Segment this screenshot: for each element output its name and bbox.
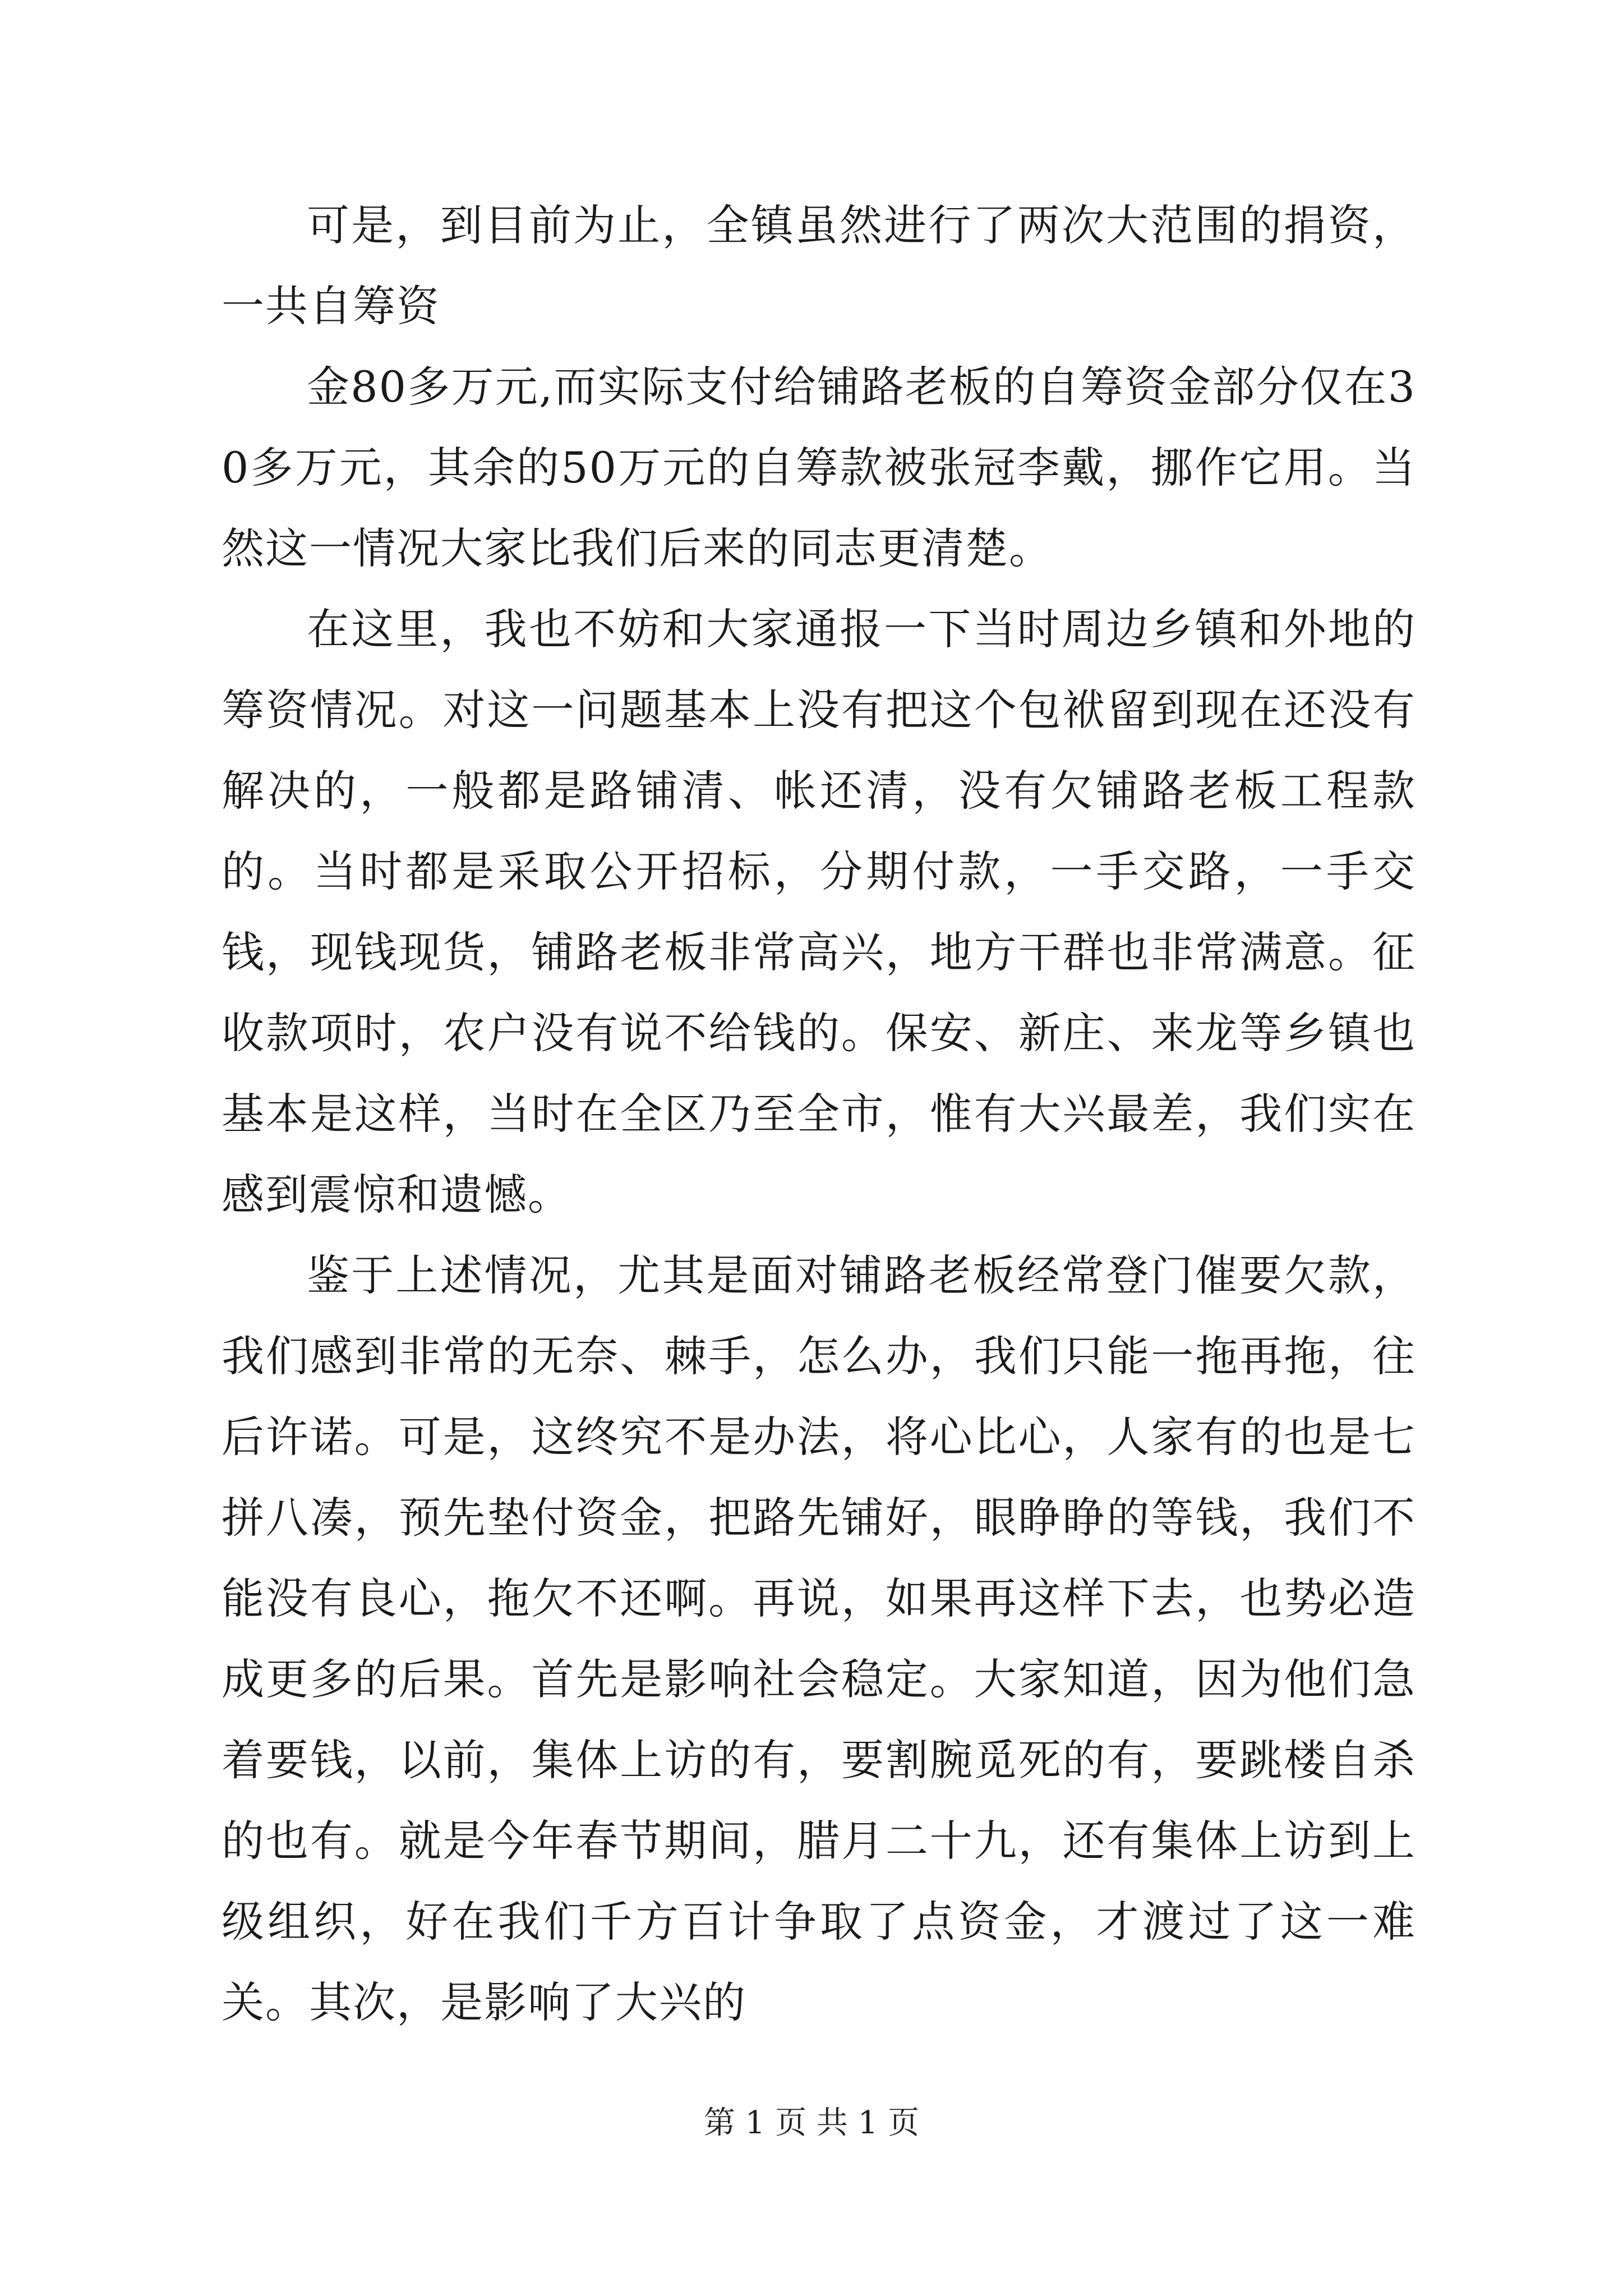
paragraph-4: 鉴于上述情况，尤其是面对铺路老板经常登门催要欠款，我们感到非常的无奈、棘手，怎么办，我们只能一拖再拖，往后许诺。可是，这终究不是办法，将心比心，人家有的也是七拼八凑，预先垫付资金，把路先铺好，眼睁睁的等钱，我们不能没有良心，拖欠不还啊。再说，如果再这样下去，也势必造成更多的后果。首先是影响社会稳定。大家知道，因为他们急着要钱，以前，集体上访的有，要割腕觅死的有，要跳楼自杀的也有。就是今年春节期间，腊月二十九，还有集体上访到上级组织，好在我们千方百计争取了点资金，才渡过了这一难关。其次，是影响了大兴的 [222, 1250, 1416, 2027]
paragraph-3: 在这里，我也不妨和大家通报一下当时周边乡镇和外地的筹资情况。对这一问题基本上没有把这个包袱留到现在还没有解决的，一般都是路铺清、帐还清，没有欠铺路老板工程款的。当时都是采取公开招标，分期付款，一手交路，一手交钱，现钱现货，铺路老板非常高兴，地方干群也非常满意。征收款项时，农户没有说不给钱的。保安、新庄、来龙等乡镇也基本是这样，当时在全区乃至全市，惟有大兴最差，我们实在感到震惊和遗憾。 [222, 604, 1416, 1220]
paragraph-1: 可是，到目前为止，全镇虽然进行了两次大范围的捐资，一共自筹资 [222, 200, 1416, 331]
document-body [222, 185, 1416, 2043]
paragraph-2: 金80多万元,而实际支付给铺路老板的自筹资金部分仅在30多万元，其余的50万元的自筹款被张冠李戴，挪作它用。当然这一情况大家比我们后来的同志更清楚。 [222, 362, 1416, 573]
page-footer: 第 1 页 共 1 页 [703, 2105, 920, 2141]
